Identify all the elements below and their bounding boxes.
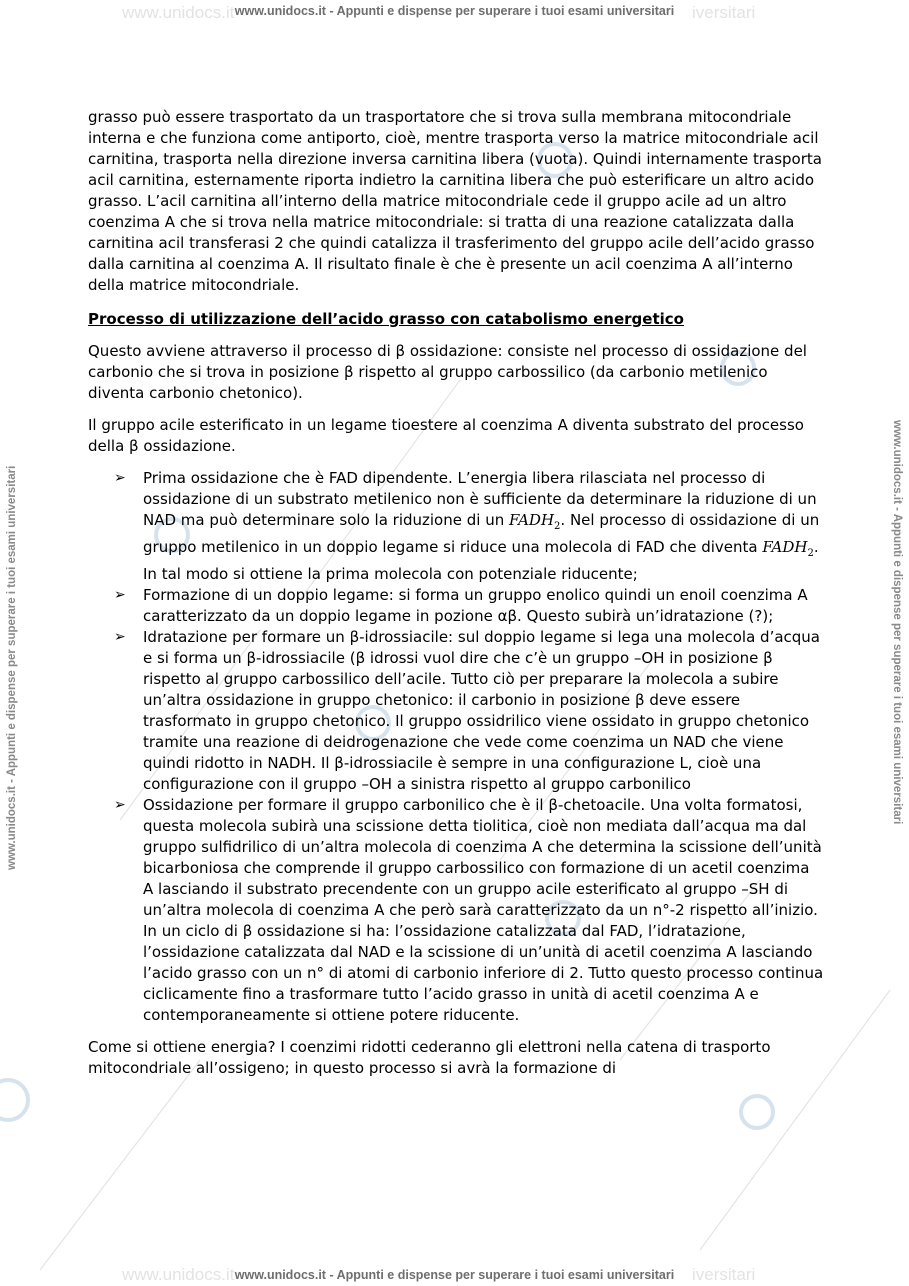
header-watermark-banner: www.unidocs.it - Appunti e dispense per superare i tuoi esami universitari [234, 4, 675, 18]
beta-oxidation-paragraph: Questo avviene attraverso il processo di β ossidazione: consiste nel processo di ossidazione del carbonio che si trova in posizione β rispetto al gruppo carbossilico (da carbonio metilenico diventa carbonio chetonico). [88, 342, 807, 402]
watermark-faint-url: www.unidocs.it [122, 3, 235, 22]
beta-oxidation-steps-list [88, 468, 824, 1026]
list-item [88, 627, 824, 795]
document-body [88, 107, 824, 1090]
list-item [88, 795, 824, 1026]
step-1-text-b: . Nel processo di ossidazione di un gruppo metilenico in un doppio legame si riduce una molecola di FAD che diventa [143, 511, 820, 556]
arrow-bullet-icon: ➢ [114, 797, 126, 813]
footer-watermark-banner: www.unidocs.it - Appunti e dispense per superare i tuoi esami universitari [234, 1268, 675, 1282]
closing-paragraph: Come si ottiene energia? I coenzimi ridotti cederanno gli elettroni nella catena di trasporto mitocondriale all’ossigeno; in questo processo si avrà la formazione di [88, 1038, 771, 1077]
fadh2-formula: $FADH_2$ [508, 511, 561, 532]
watermark-faint-right: iversitari [692, 3, 756, 22]
section-heading: Processo di utilizzazione dell’acido grasso con catabolismo energetico [88, 310, 684, 328]
arrow-bullet-icon: ➢ [114, 587, 126, 603]
watermark-faint-url-bottom: www.unidocs.it [122, 1265, 235, 1284]
arrow-bullet-icon: ➢ [114, 629, 126, 645]
right-side-watermark: www.unidocs.it - Appunti e dispense per superare i tuoi esami universitari [891, 420, 903, 825]
step-2-text: Formazione di un doppio legame: si forma un gruppo enolico quindi un enoil coenzima A caratterizzato da un doppio legame in pozione αβ. Questo subirà un’idratazione (?); [143, 586, 808, 625]
step-1-text-c: . In tal modo si ottiene la prima molecola con potenziale riducente; [143, 538, 819, 583]
arrow-bullet-icon: ➢ [114, 470, 126, 486]
list-item [88, 585, 824, 627]
list-item [88, 468, 824, 585]
left-side-watermark: www.unidocs.it - Appunti e dispense per superare i tuoi esami universitari [6, 465, 18, 870]
step-4-text: Ossidazione per formare il gruppo carbonilico che è il β-chetoacile. Una volta formatosi, questa molecola subirà una scissione detta tiolitica, cioè non mediata dall’acqua ma dal gruppo sulfidrilico di un’altra molecola di coenzima A che determina la scissione dell’unità bicarboniosa che comprende il gruppo carbossilico con formazione di un acetil coenzima A lasciando il substrato precendente con un gruppo acile esterificato al gruppo –SH di un’altra molecola di coenzima A che però sarà caratterizzato da un n°-2 rispetto all’inizio. In un ciclo di β ossidazione si ha: l’ossidazione catalizzata dal FAD, l’idratazione, l’ossidazione catalizzata dal NAD e la scissione di un’unità di acetil coenzima A lasciando l’acido grasso con un n° di atomi di carbonio inferiore di 2. Tutto questo processo continua ciclicamente fino a trasformare tutto l’acido grasso in unità di acetil coenzima A e contemporaneamente si ottiene potere riducente. [143, 796, 824, 1024]
substrate-paragraph: Il gruppo acile esterificato in un legame tioestere al coenzima A diventa substrato del processo della β ossidazione. [88, 416, 804, 455]
intro-paragraph: grasso può essere trasportato da un trasportatore che si trova sulla membrana mitocondriale interna e che funziona come antiporto, cioè, mentre trasporta verso la matrice mitocondriale acil carnitina, trasporta nella direzione inversa carnitina libera (vuota). Quindi internamente trasporta acil carnitina, esternamente riporta indietro la carnitina libera che può esterificare un altro acido grasso. L’acil carnitina all’interno della matrice mitocondriale cede il gruppo acile ad un altro coenzima A che si trova nella matrice mitocondriale: si tratta di una reazione catalizzata dalla carnitina acil transferasi 2 che quindi catalizza il trasferimento del gruppo acile dell’acido grasso dalla carnitina al coenzima A. Il risultato finale è che è presente un acil coenzima A all’interno della matrice mitocondriale. [88, 108, 822, 294]
fadh2-formula: $FADH_2$ [762, 538, 814, 559]
step-1-text-a: Prima ossidazione che è FAD dipendente. L’energia libera rilasciata nel processo di ossidazione di un substrato metilenico non è sufficiente da determinare la riduzione di un NAD ma può determinare solo la riduzione di un [143, 469, 817, 529]
step-3-text: Idratazione per formare un β-idrossiacile: sul doppio legame si lega una molecola d’acqua e si forma un β-idrossiacile (β idrossi vuol dire che c’è un gruppo –OH in posizione β rispetto al gruppo carbossilico dell’acile. Tutto ciò per preparare la molecola a subire un’altra ossidazione in gruppo chetonico: il carbonio in posizione β deve essere trasformato in gruppo chetonico. Il gruppo ossidrilico viene ossidato in gruppo chetonico tramite una reazione di deidrogenazione che vede come coenzima un NAD che viene quindi ridotto in NADH. Il β-idrossiacile è sempre in una configurazione L, cioè una configurazione con il gruppo –OH a sinistra rispetto al gruppo carbonilico [143, 628, 820, 793]
watermark-faint-right-bottom: iversitari [692, 1265, 756, 1284]
